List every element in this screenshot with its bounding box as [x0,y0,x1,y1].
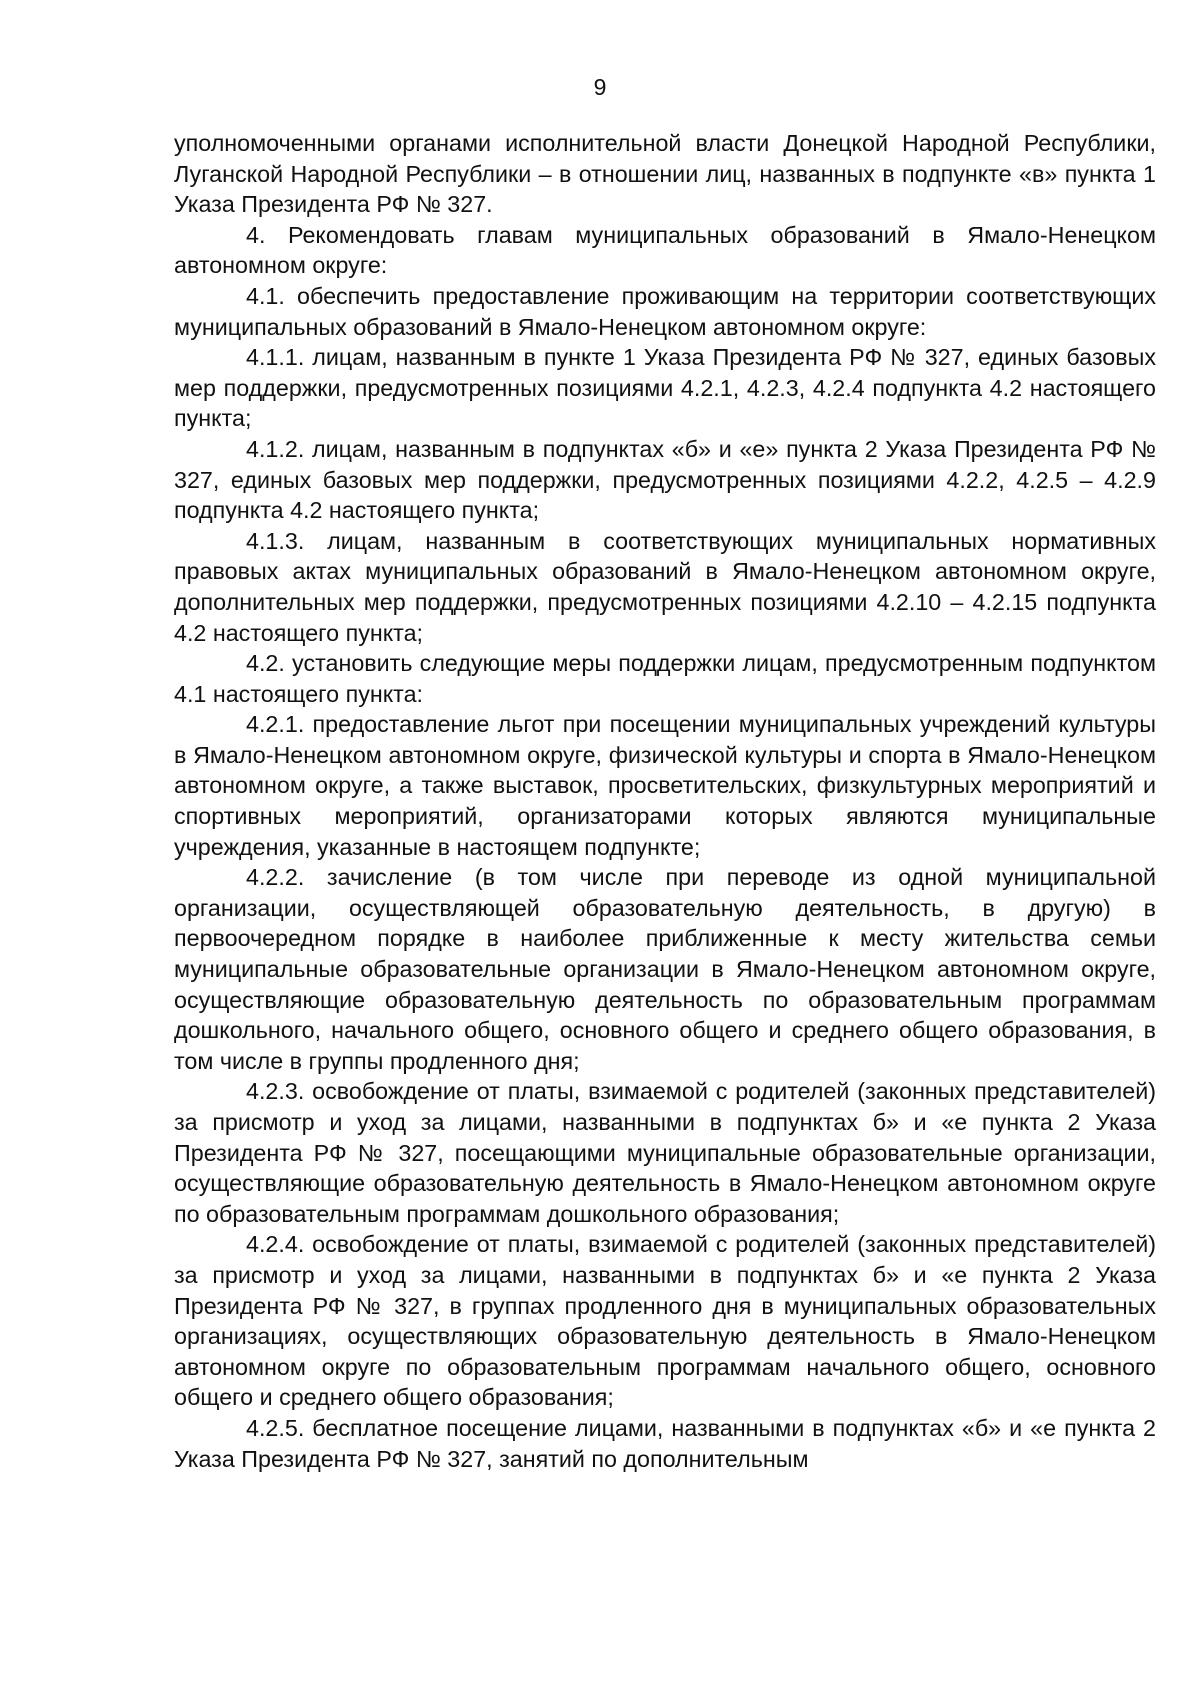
paragraph-item-4-1: 4.1. обеспечить предоставление проживающим на территории соответствующих муниципальных образований в Ямало-Ненецком автономном округе: [174,282,1156,340]
paragraph-item-4-2-2: 4.2.2. зачисление (в том числе при переводе из одной муниципальной организации, осуществляющей образовательную деятельность, в другую) в первоочередном порядке в наиболее приближенные к месту жительства семьи муниципальные образовательные организации в Ямало-Ненецком автономном округе, осуществляющие образовательную деятельность по образовательным программам дошкольного, начального общего, основного общего и среднего общего образования, в том числе в группы продленного дня; [174,864,1156,1074]
paragraph-item-4-2-5: 4.2.5. бесплатное посещение лицами, названными в подпунктах «б» и «е пункта 2 Указа Президента РФ № 327, занятий по дополнительным [174,1414,1156,1472]
paragraph-item-4-2-3: 4.2.3. освобождение от платы, взимаемой с родителей (законных представителей) за присмотр и уход за лицами, названными в подпунктах б» и «е пункта 2 Указа Президента РФ № 327, посещающими муниципальные образовательные организации, осуществляющие образовательную деятельность в Ямало-Ненецком автономном округе по образовательным программам дошкольного образования; [174,1078,1156,1227]
paragraph-item-4-1-1: 4.1.1. лицам, названным в пункте 1 Указа Президента РФ № 327, единых базовых мер поддержки, предусмотренных позициями 4.2.1, 4.2.3, 4.2.4 подпункта 4.2 настоящего пункта; [174,344,1156,432]
paragraph-item-4-2: 4.2. установить следующие меры поддержки лицам, предусмотренным подпунктом 4.1 настоящего пункта: [174,650,1156,707]
paragraph-item-4-2-4: 4.2.4. освобождение от платы, взимаемой с родителей (законных представителей) за присмотр и уход за лицами, названными в подпунктах б» и «е пункта 2 Указа Президента РФ № 327, в группах продленного дня в муниципальных образовательных организациях, осуществляющих образовательную деятельность в Ямало-Ненецком автономном округе по образовательным программам начального общего, основного общего и среднего общего образования; [174,1231,1156,1411]
paragraph-item-4: 4. Рекомендовать главам муниципальных образований в Ямало-Ненецком автономном округе: [174,221,1156,279]
paragraph-item-4-1-2: 4.1.2. лицам, названным в подпунктах «б» и «е» пункта 2 Указа Президента РФ № 327, единых базовых мер поддержки, предусмотренных позициями 4.2.2, 4.2.5 – 4.2.9 подпункта 4.2 настоящего пункта; [174,435,1156,524]
paragraph-item-4-1-3: 4.1.3. лицам, названным в соответствующих муниципальных нормативных правовых актах муниципальных образований в Ямало-Ненецком автономном округе, дополнительных мер поддержки, предусмотренных позициями 4.2.10 – 4.2.15 подпункта 4.2 настоящего пункта; [174,527,1156,646]
paragraph-item-4-2-1: 4.2.1. предоставление льгот при посещении муниципальных учреждений культуры в Ямало-Ненецком автономном округе, физической культуры и спорта в Ямало-Ненецком автономном округе, а также выставок, просветительских, физкультурных мероприятий и спортивных мероприятий, организаторами которых являются муниципальные учреждения, указанные в настоящем подпункте; [174,711,1156,860]
paragraph-continuation: уполномоченными органами исполнительной власти Донецкой Народной Республики, Луганской Народной Республики – в отношении лиц, названных в подпункте «в» пункта 1 Указа Президента РФ № 327. [174,130,1156,218]
page-number: 9 [593,74,607,100]
document-body [174,128,1156,1474]
